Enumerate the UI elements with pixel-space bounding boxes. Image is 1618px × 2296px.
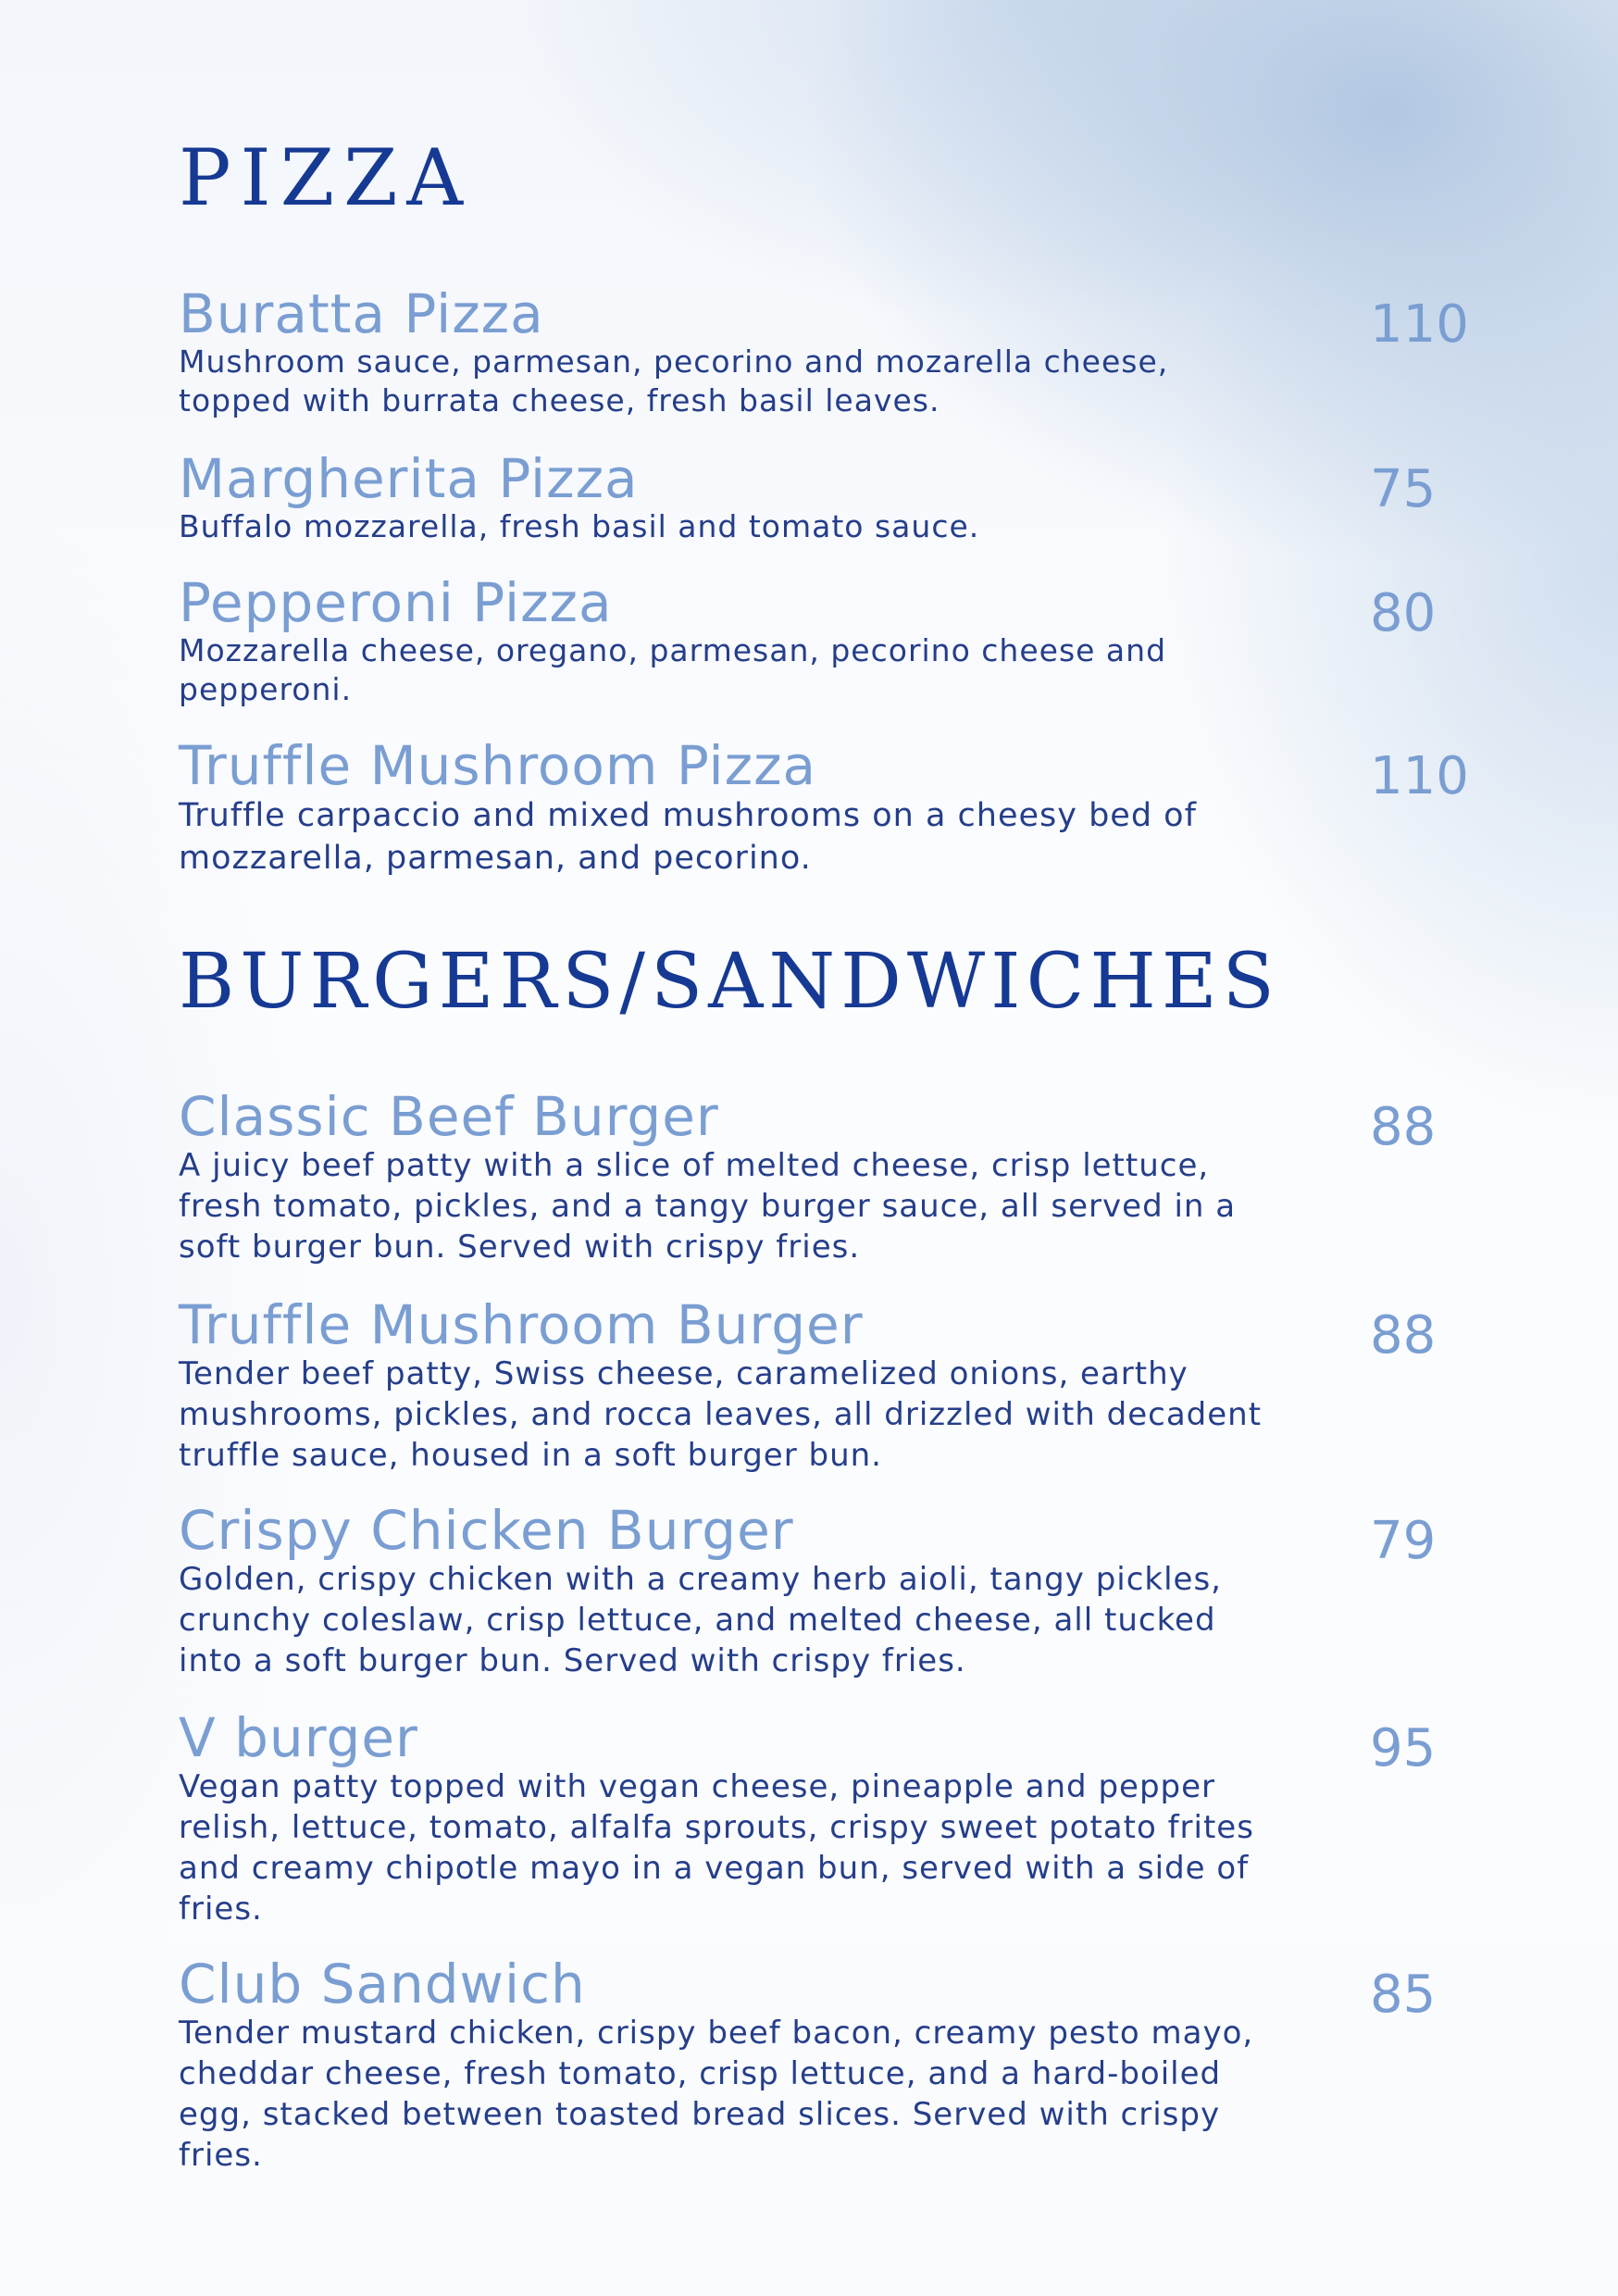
item-price: 79 [1370,1511,1437,1571]
item-description: Buffalo mozzarella, fresh basil and tomato sauce. [179,508,980,544]
item-name: Classic Beef Burger [179,1085,719,1148]
item-description: Mushroom sauce, parmesan, pecorino and mozarella cheese, topped with burrata cheese, fresh basil leaves. [179,343,1169,418]
item-price: 75 [1370,459,1437,519]
item-price: 110 [1370,294,1469,355]
item-name: Truffle Mushroom Pizza [179,734,817,797]
menu-item-club-sandwich [179,1955,1456,2176]
menu-item-v-burger [179,1706,1456,1929]
item-price: 80 [1370,583,1437,643]
menu-item-crispy-chicken-burger [179,1499,1456,1681]
item-price: 110 [1370,746,1469,806]
item-description: Vegan patty topped with vegan cheese, pineapple and pepper relish, lettuce, tomato, alfalfa sprouts, crispy sweet potato frites and creamy chipotle mayo in a vegan bun, served with a side of fries. [179,1768,1254,1928]
item-name: Club Sandwich [179,1953,586,2015]
menu-item-pepperoni-pizza [179,571,1456,709]
item-description: Truffle carpaccio and mixed mushrooms on a cheesy bed of mozzarella, parmesan, and pecorino. [179,797,1197,877]
item-description: Mozzarella cheese, oregano, parmesan, pecorino cheese and pepperoni. [179,632,1167,707]
item-price: 88 [1370,1305,1437,1366]
section-title-pizza: PIZZA [179,132,473,223]
item-name: Truffle Mushroom Burger [179,1293,864,1356]
item-description: Tender beef patty, Swiss cheese, caramelized onions, earthy mushrooms, pickles, and rocca leaves, all drizzled with decadent truffle sauce, housed in a soft burger bun. [179,1355,1263,1474]
section-title-burgers-sandwiches: BURGERS/SANDWICHES [179,938,1280,1026]
menu-item-classic-beef-burger [179,1085,1456,1267]
item-price: 88 [1370,1097,1437,1157]
item-name: Crispy Chicken Burger [179,1499,794,1562]
menu-item-margherita-pizza [179,447,1456,546]
item-name: Margherita Pizza [179,447,639,510]
item-price: 95 [1370,1718,1437,1778]
item-description: Tender mustard chicken, crispy beef bacon, creamy pesto mayo, cheddar cheese, fresh tomato, crisp lettuce, and a hard-boiled egg, stacked between toasted bread slices. Served with crispy fries. [179,2015,1254,2174]
item-name: Buratta Pizza [179,282,544,345]
item-description: Golden, crispy chicken with a creamy herb aioli, tangy pickles, crunchy coleslaw, crisp lettuce, and melted cheese, all tucked into a soft burger bun. Served with crispy fries. [179,1561,1222,1679]
item-name: Pepperoni Pizza [179,571,613,634]
item-description: A juicy beef patty with a slice of melted cheese, crisp lettuce, fresh tomato, pickles, and a tangy burger sauce, all served in a soft burger bun. Served with crispy fries. [179,1147,1237,1266]
menu-item-buratta-pizza [179,282,1469,420]
menu-item-truffle-mushroom-burger [179,1293,1456,1476]
menu-item-truffle-mushroom-pizza [179,734,1469,880]
item-price: 85 [1370,1965,1437,2025]
item-name: V burger [179,1706,418,1769]
